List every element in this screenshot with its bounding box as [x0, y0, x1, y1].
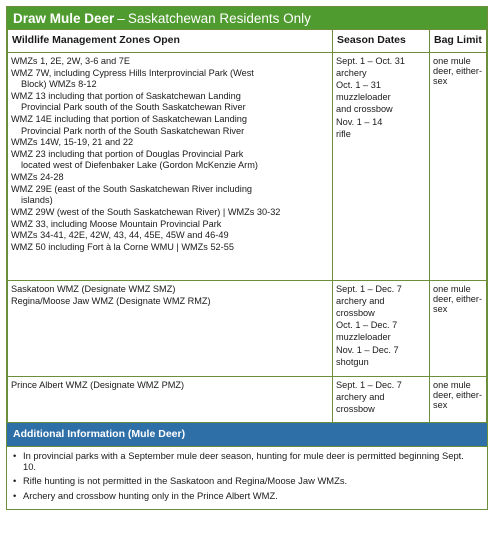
- bag-line: deer, either-: [433, 390, 483, 401]
- bag-cell: [430, 281, 487, 377]
- date-line: Sept. 1 – Oct. 31: [336, 56, 405, 66]
- title-bar: [7, 7, 487, 29]
- date-line: muzzleloader: [336, 332, 391, 343]
- list-item-text: In provincial parks with a September mule deer season, hunting for mule deer is permitted beginning Sept. 10.: [23, 450, 464, 472]
- zone-line: Provincial Park north of the South Saskatchewan River: [21, 125, 245, 136]
- zone-line: Provincial Park south of the South Saskatchewan River: [21, 102, 246, 113]
- zone-line: WMZs 14W, 15-19, 21 and 22: [11, 137, 134, 148]
- date-line: rifle: [336, 128, 351, 139]
- zone-line: WMZs 1, 2E, 2W, 3-6 and 7E: [11, 56, 130, 66]
- date-line: archery and: [336, 392, 385, 403]
- dates-cell: [333, 377, 430, 423]
- zones-cell: [8, 281, 333, 377]
- header-dates: Season Dates: [333, 30, 430, 53]
- zone-line: WMZ 29E (east of the South Saskatchewan River including: [11, 183, 253, 194]
- bullet-icon: •: [13, 450, 17, 461]
- date-line: archery and: [336, 296, 385, 307]
- draw-mule-deer-box: [6, 6, 488, 510]
- table-row: [8, 377, 487, 423]
- dates-cell: [333, 53, 430, 281]
- title-subtitle: Saskatchewan Residents Only: [127, 10, 311, 26]
- bag-cell: [430, 53, 487, 281]
- bag-line: deer, either-: [433, 294, 483, 305]
- title-dash: –: [117, 10, 125, 26]
- date-line: shotgun: [336, 356, 369, 367]
- zone-line: located west of Diefenbaker Lake (Gordon McKenzie Arm): [21, 160, 258, 171]
- date-line: archery: [336, 68, 367, 79]
- bag-line: sex: [433, 76, 448, 87]
- header-bag: Bag Limit: [430, 30, 487, 53]
- zone-line: WMZ 29W (west of the South Saskatchewan River) | WMZs 30-32: [11, 206, 281, 217]
- date-line: Sept. 1 – Dec. 7: [336, 380, 402, 390]
- bag-line: one mule: [433, 56, 471, 66]
- dates-cell: [333, 281, 430, 377]
- zones-cell: [8, 377, 333, 423]
- zone-line: WMZ 50 including Fort à la Corne WMU | WMZs 52-55: [11, 241, 234, 252]
- zone-line: WMZ 14E including that portion of Saskatchewan Landing: [11, 114, 247, 125]
- bag-line: one mule: [433, 284, 471, 294]
- list-item-text: Rifle hunting is not permitted in the Saskatoon and Regina/Moose Jaw WMZs.: [23, 475, 348, 487]
- zone-line: Block) WMZs 8-12: [21, 79, 97, 90]
- bag-line: one mule: [433, 380, 471, 390]
- zone-line: Regina/Moose Jaw WMZ (Designate WMZ RMZ): [11, 295, 211, 306]
- zone-line: WMZ 7W, including Cypress Hills Interprovincial Park (West: [11, 67, 254, 78]
- zone-line: islands): [21, 195, 53, 206]
- bullet-icon: •: [13, 475, 17, 487]
- zone-line: Prince Albert WMZ (Designate WMZ PMZ): [11, 380, 185, 390]
- date-line: Nov. 1 – Dec. 7: [336, 344, 399, 355]
- date-line: muzzleloader: [336, 92, 391, 103]
- date-line: crossbow: [336, 404, 375, 415]
- list-item-text: Archery and crossbow hunting only in the Prince Albert WMZ.: [23, 489, 278, 501]
- additional-info-list: [7, 446, 487, 509]
- table-row: [8, 281, 487, 377]
- zone-line: Saskatoon WMZ (Designate WMZ SMZ): [11, 284, 176, 294]
- zone-line: WMZs 34-41, 42E, 42W, 43, 44, 45E, 45W and 46-49: [11, 230, 229, 241]
- date-line: Oct. 1 – Dec. 7: [336, 320, 398, 331]
- zones-cell: [8, 53, 333, 281]
- zone-line: WMZ 13 including that portion of Saskatchewan Landing: [11, 90, 241, 101]
- list-item: [13, 451, 479, 472]
- season-table: [7, 29, 487, 423]
- bag-line: sex: [433, 400, 448, 411]
- date-line: crossbow: [336, 308, 375, 319]
- bullet-icon: •: [13, 489, 17, 501]
- zone-line: WMZ 23 including that portion of Douglas Provincial Park: [11, 148, 244, 159]
- date-line: Sept. 1 – Dec. 7: [336, 284, 402, 294]
- table-row: [8, 53, 487, 281]
- list-item: [13, 476, 479, 487]
- date-line: and crossbow: [336, 104, 393, 115]
- zone-line: WMZs 24-28: [11, 172, 64, 183]
- header-zones: Wildlife Management Zones Open: [8, 30, 333, 53]
- header-row: [8, 30, 487, 53]
- bag-line: deer, either-: [433, 66, 483, 77]
- title-bold: Draw Mule Deer: [13, 10, 115, 26]
- list-item: [13, 491, 479, 502]
- date-line: Nov. 1 – 14: [336, 116, 383, 127]
- additional-info-heading: Additional Information (Mule Deer): [7, 423, 487, 446]
- zone-line: WMZ 33, including Moose Mountain Provincial Park: [11, 218, 222, 229]
- bag-cell: [430, 377, 487, 423]
- date-line: Oct. 1 – 31: [336, 80, 381, 91]
- bag-line: sex: [433, 304, 448, 315]
